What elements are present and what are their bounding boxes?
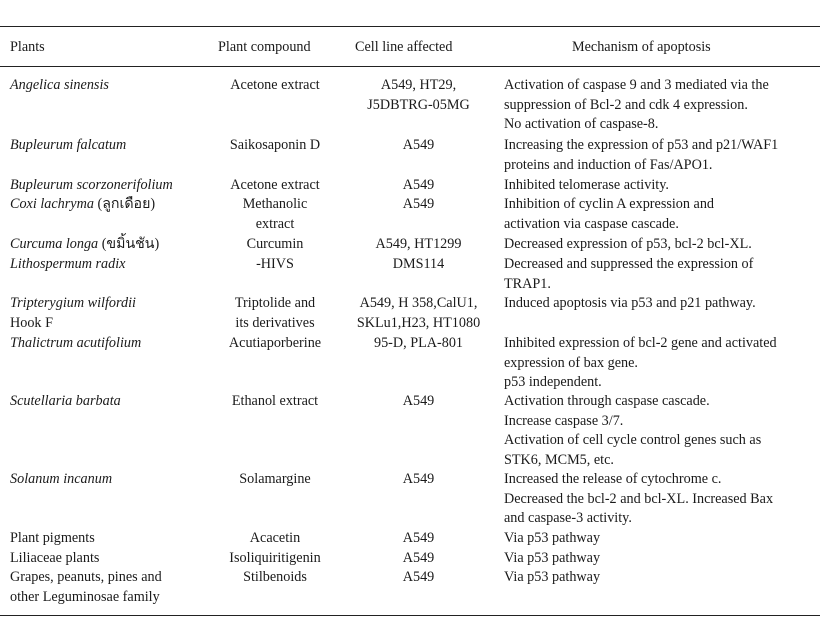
plant-cell — [10, 392, 215, 412]
mechanism-cell-line: Inhibition of cyclin A expression and — [504, 196, 715, 212]
mechanism-cell — [504, 294, 814, 314]
cell-line-cell-line: A549, HT29, — [380, 77, 457, 93]
plant-name: other Leguminosae family — [10, 588, 160, 605]
cell-line-cell — [340, 176, 497, 196]
plant-cell — [10, 255, 215, 275]
compound-cell — [212, 195, 338, 234]
mechanism-cell-line: Increasing the expression of p53 and p21/WAF1 — [504, 137, 779, 153]
compound-cell-line: Acetone extract — [230, 77, 320, 93]
compound-cell — [212, 470, 338, 490]
cell-line-cell — [340, 470, 497, 490]
mechanism-cell-line: Decreased expression of p53, bcl-2 bcl-XL. — [504, 236, 752, 252]
compound-cell — [212, 334, 338, 354]
cell-line-cell-line: A549, HT1299 — [375, 236, 462, 252]
cell-line-cell — [340, 392, 497, 412]
cell-line-cell-line: A549 — [402, 569, 435, 585]
plant-cell — [10, 76, 215, 96]
bottom-rule — [0, 615, 820, 616]
top-rule — [0, 26, 820, 27]
mechanism-cell-line: p53 independent. — [504, 374, 602, 390]
plant-name: Curcuma longa (ขมิ้นชัน) — [10, 236, 160, 252]
mechanism-cell — [504, 255, 814, 294]
cell-line-cell — [340, 529, 497, 549]
mechanism-cell-line: STK6, MCM5, etc. — [504, 451, 614, 468]
mechanism-cell — [504, 235, 814, 255]
cell-line-cell — [340, 195, 497, 215]
plant-name: Grapes, peanuts, pines and — [10, 569, 162, 585]
compound-cell — [212, 255, 338, 275]
plant-cell — [10, 195, 215, 215]
plant-cell — [10, 529, 215, 549]
mechanism-cell — [504, 470, 814, 529]
compound-cell-line: its derivatives — [235, 314, 315, 331]
cell-line-cell-line: A549 — [402, 137, 435, 153]
compound-cell — [212, 568, 338, 588]
compound-cell-line: Methanolic — [242, 196, 308, 212]
compound-cell-line: Solamargine — [239, 471, 311, 487]
header-mechanism: Mechanism of apoptosis — [572, 39, 711, 55]
compound-cell — [212, 294, 338, 333]
plant-name: Tripterygium wilfordii — [10, 295, 136, 311]
cell-line-cell-line: A549, H 358,CalU1, — [359, 295, 478, 311]
cell-line-cell-line: J5DBTRG-05MG — [367, 96, 470, 113]
mechanism-cell-line: Activation through caspase cascade. — [504, 393, 710, 409]
header-rule — [0, 66, 820, 67]
mechanism-cell-line: Increase caspase 3/7. — [504, 412, 624, 429]
mechanism-cell-line: Via p53 pathway — [504, 550, 601, 566]
cell-line-cell — [340, 334, 497, 354]
mechanism-cell-line: suppression of Bcl-2 and cdk 4 expression. — [504, 96, 748, 113]
mechanism-cell-line: proteins and induction of Fas/APO1. — [504, 156, 713, 173]
compound-cell-line: Ethanol extract — [231, 393, 319, 409]
cell-line-cell-line: A549 — [402, 530, 435, 546]
compound-cell-line: -HIVS — [256, 256, 294, 272]
mechanism-cell-line: Inhibited expression of bcl-2 gene and activated — [504, 335, 777, 351]
compound-cell-line: extract — [255, 215, 295, 232]
compound-cell — [212, 235, 338, 255]
mechanism-cell-line: Induced apoptosis via p53 and p21 pathway. — [504, 295, 756, 311]
compound-cell — [212, 136, 338, 156]
cell-line-cell — [340, 76, 497, 115]
cell-line-cell — [340, 568, 497, 588]
plant-cell — [10, 176, 215, 196]
cell-line-cell-line: A549 — [402, 393, 435, 409]
cell-line-cell — [340, 235, 497, 255]
plant-name: Bupleurum falcatum — [10, 137, 127, 153]
cell-line-cell-line: 95-D, PLA-801 — [373, 335, 464, 351]
plant-name: Angelica sinensis — [10, 77, 109, 93]
header-plant-compound: Plant compound — [218, 39, 311, 55]
mechanism-cell-line: No activation of caspase-8. — [504, 116, 659, 132]
compound-cell-line: Saikosaponin D — [229, 137, 321, 153]
cell-line-cell — [340, 136, 497, 156]
compound-cell-line: Curcumin — [246, 236, 304, 252]
plant-cell — [10, 136, 215, 156]
mechanism-cell — [504, 334, 814, 393]
compound-cell-line: Acacetin — [249, 530, 301, 546]
plant-name: Plant pigments — [10, 530, 95, 546]
compound-cell-line: Stilbenoids — [243, 569, 307, 585]
compound-cell — [212, 549, 338, 569]
cell-line-cell-line: SKLu1,H23, HT1080 — [356, 314, 481, 331]
mechanism-cell-line: Increased the release of cytochrome c. — [504, 471, 722, 487]
mechanism-cell — [504, 136, 814, 175]
mechanism-cell-line: Via p53 pathway — [504, 569, 601, 585]
plant-cell — [10, 568, 215, 607]
plant-name: Coxi lachryma (ลูกเดือย) — [10, 196, 156, 212]
compound-cell-line: Isoliquiritigenin — [229, 550, 321, 566]
compound-cell — [212, 76, 338, 96]
compound-cell — [212, 529, 338, 549]
mechanism-cell-line: and caspase-3 activity. — [504, 510, 632, 526]
mechanism-cell-line: Decreased the bcl-2 and bcl-XL. Increased Bax — [504, 490, 774, 507]
cell-line-cell-line: A549 — [402, 196, 435, 212]
mechanism-cell — [504, 392, 814, 470]
mechanism-cell — [504, 529, 814, 549]
mechanism-cell — [504, 549, 814, 569]
plant-name: Hook F — [10, 314, 53, 331]
mechanism-cell — [504, 195, 814, 234]
plant-name: Bupleurum scorzonerifolium — [10, 177, 173, 193]
compound-cell-line: Triptolide and — [234, 295, 316, 311]
cell-line-cell-line: A549 — [402, 471, 435, 487]
plant-cell — [10, 294, 215, 333]
mechanism-cell-line: Activation of caspase 9 and 3 mediated via the — [504, 77, 769, 93]
plant-name: Thalictrum acutifolium — [10, 335, 142, 351]
mechanism-cell-line: Activation of cell cycle control genes such as — [504, 432, 762, 448]
plant-name: Scutellaria barbata — [10, 393, 121, 409]
mechanism-cell-line: Via p53 pathway — [504, 530, 601, 546]
plant-name: Liliaceae plants — [10, 550, 100, 566]
header-cell-line: Cell line affected — [355, 39, 453, 55]
mechanism-cell — [504, 568, 814, 588]
mechanism-cell-line: Inhibited telomerase activity. — [504, 177, 669, 193]
plant-cell — [10, 549, 215, 569]
cell-line-cell-line: DMS114 — [392, 256, 445, 272]
cell-line-cell-line: A549 — [402, 550, 435, 566]
compound-cell-line: Acetone extract — [230, 177, 320, 193]
compound-cell — [212, 176, 338, 196]
mechanism-cell-line: TRAP1. — [504, 275, 551, 292]
plant-cell — [10, 235, 215, 255]
compound-cell-line: Acutiaporberine — [228, 335, 322, 351]
plant-name: Lithospermum radix — [10, 256, 126, 272]
header-plants: Plants — [10, 39, 45, 55]
plant-name: Solanum incanum — [10, 471, 113, 487]
compound-cell — [212, 392, 338, 412]
mechanism-cell-line: Decreased and suppressed the expression of — [504, 256, 754, 272]
mechanism-cell — [504, 176, 814, 196]
plant-cell — [10, 334, 215, 354]
cell-line-cell — [340, 255, 497, 275]
cell-line-cell — [340, 294, 497, 333]
mechanism-cell — [504, 76, 814, 135]
plant-cell — [10, 470, 215, 490]
cell-line-cell-line: A549 — [402, 177, 435, 193]
mechanism-cell-line: expression of bax gene. — [504, 354, 638, 371]
mechanism-cell-line: activation via caspase cascade. — [504, 215, 679, 232]
cell-line-cell — [340, 549, 497, 569]
